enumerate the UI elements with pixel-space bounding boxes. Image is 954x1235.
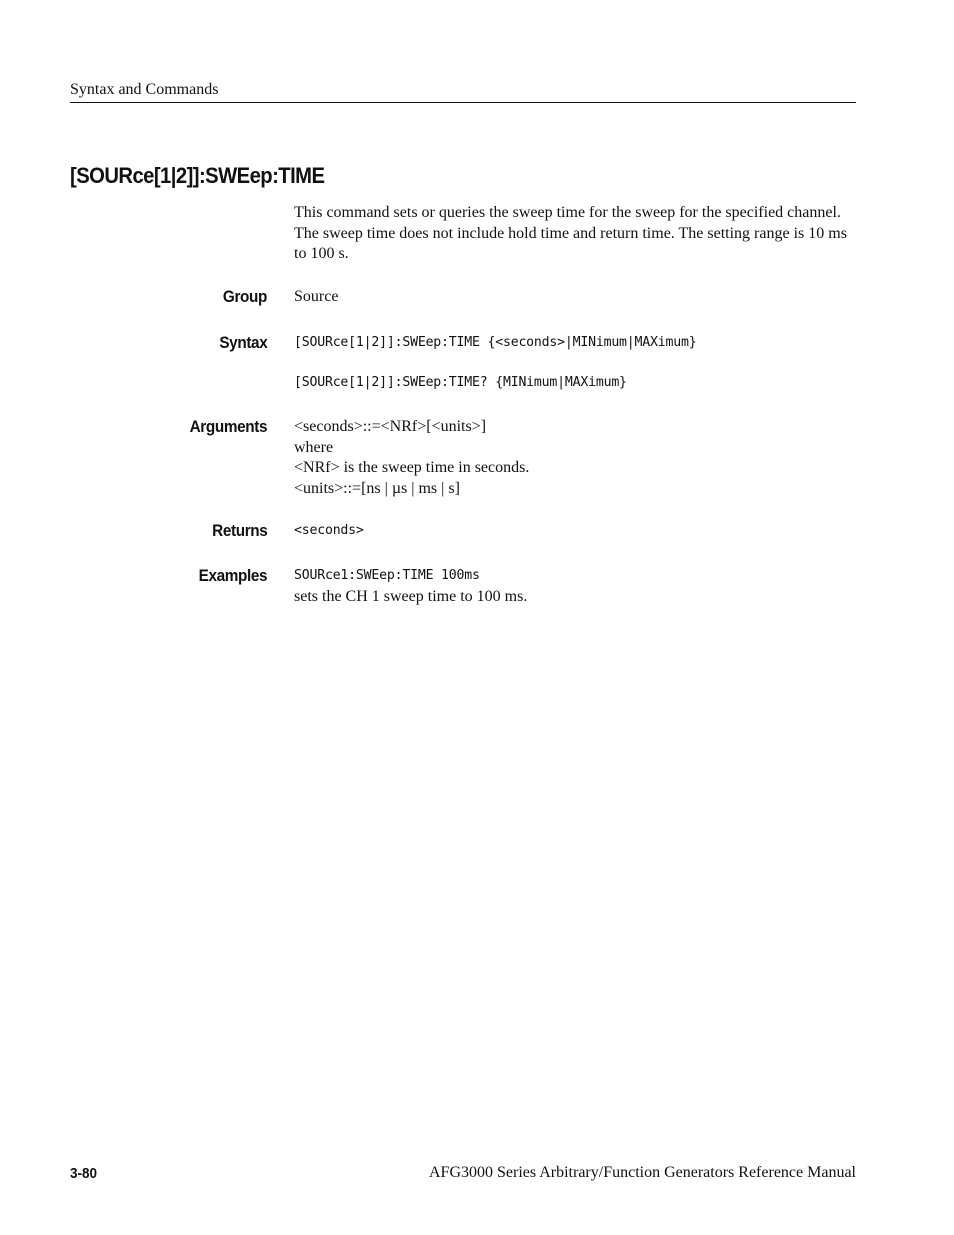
- returns-label: Returns: [211, 521, 267, 540]
- manual-title: AFG3000 Series Arbitrary/Function Generators Reference Manual: [429, 1164, 856, 1181]
- arguments-nrf-description: <NRf> is the sweep time in seconds.: [294, 459, 530, 476]
- group-value: Source: [294, 288, 339, 305]
- page-number: 3-80: [70, 1165, 98, 1182]
- arguments-units: <units>::=[ns | µs | ms | s]: [294, 479, 460, 497]
- arguments-definition: <seconds>::=<NRf>[<units>]: [294, 418, 487, 435]
- example-command: SOURce1:SWEep:TIME 100ms: [294, 568, 480, 583]
- page-title: [SOURce[1|2]]:SWEep:TIME: [70, 163, 325, 188]
- syntax-set-command: [SOURce[1|2]]:SWEep:TIME {<seconds>|MINimum|MAXimum}: [294, 335, 697, 350]
- example-explanation: sets the CH 1 sweep time to 100 ms.: [294, 588, 528, 605]
- command-description: This command sets or queries the sweep time for the sweep for the specified channel. The sweep time does not include hold time and return time. The setting range is 10 ms to 100 s.: [294, 204, 847, 262]
- syntax-query-command: [SOURce[1|2]]:SWEep:TIME? {MINimum|MAXimum}: [294, 375, 627, 390]
- running-header: Syntax and Commands: [70, 81, 219, 98]
- examples-label: Examples: [198, 566, 267, 585]
- arguments-where: where: [294, 438, 334, 456]
- header-rule: [70, 102, 856, 103]
- syntax-label: Syntax: [218, 333, 267, 352]
- group-label: Group: [222, 287, 267, 306]
- arguments-label: Arguments: [189, 417, 267, 436]
- returns-value: <seconds>: [294, 523, 364, 538]
